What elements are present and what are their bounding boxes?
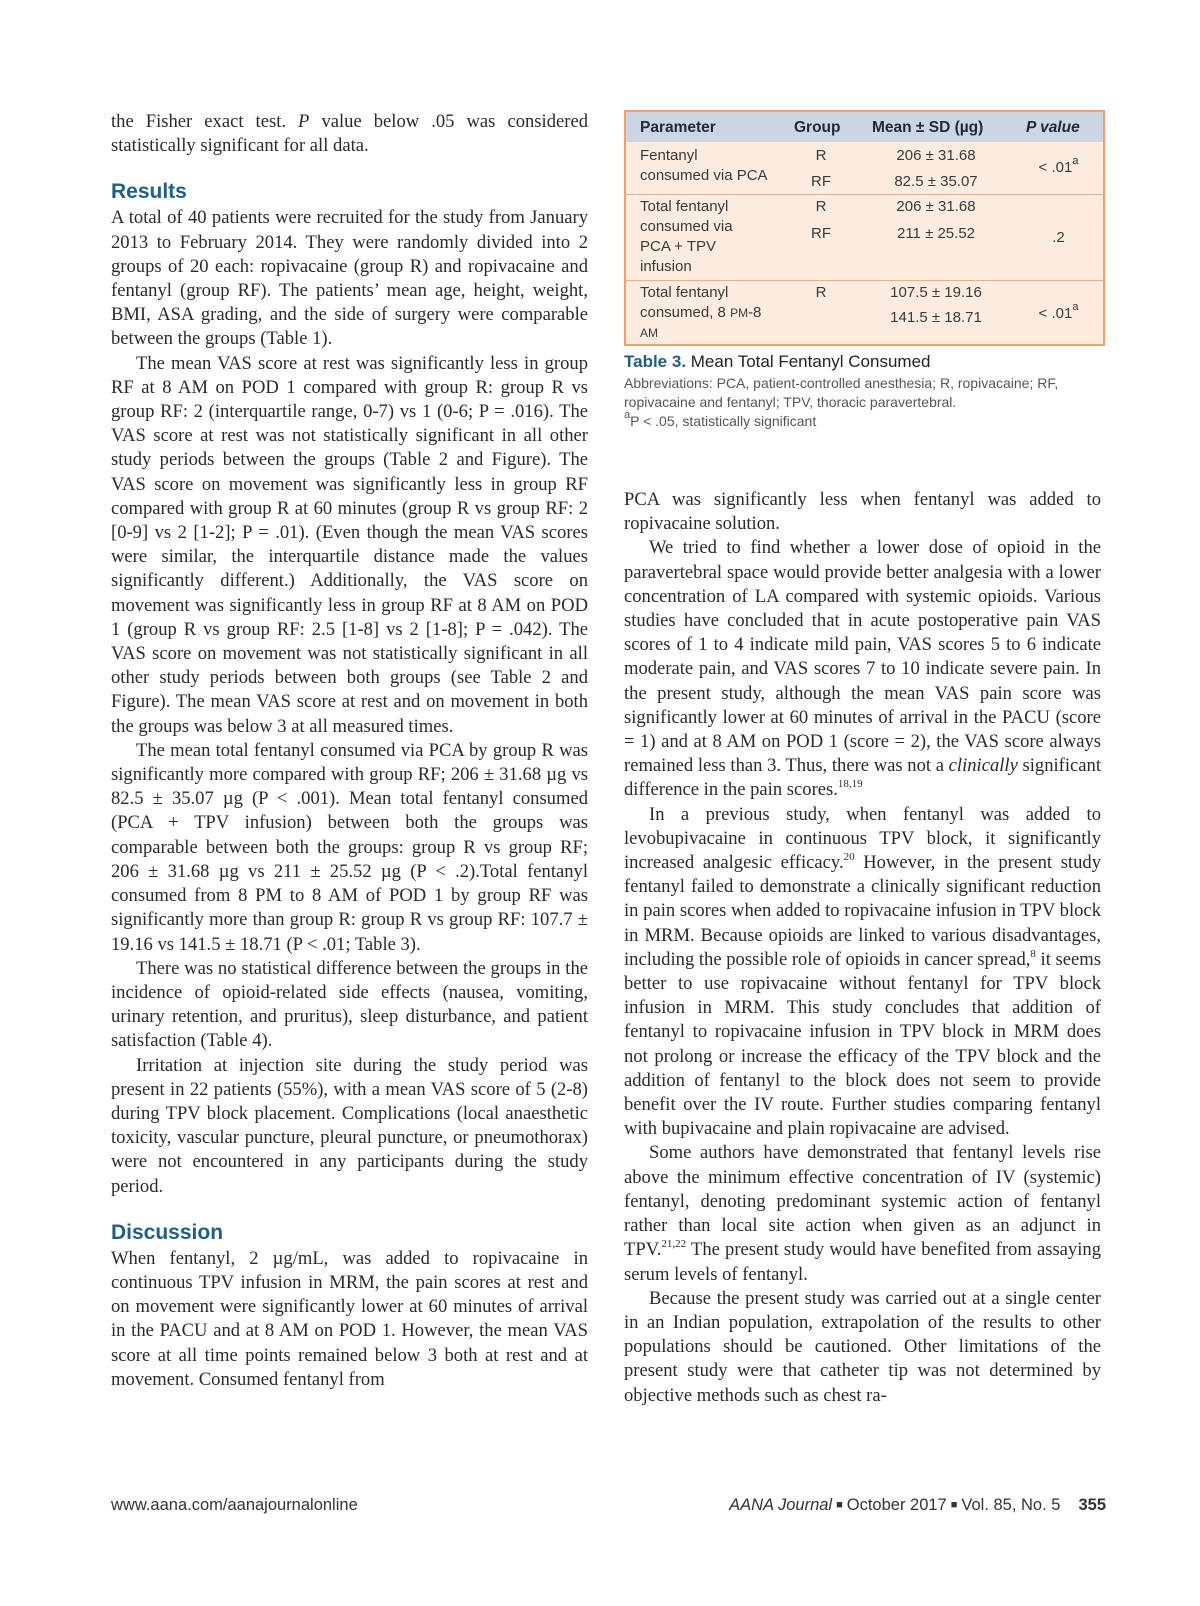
footer-url[interactable]: www.aana.com/aanajournalonline	[111, 1496, 358, 1514]
journal-volume: Vol. 85, No. 5	[961, 1496, 1061, 1514]
row2-group-rf: RF	[811, 225, 831, 242]
right-paragraph-3: In a previous study, when fentanyl was added to levobupivacaine in continuous TPV block, it significantly increased analgesic efficacy.$^{20}$ However, in the present study fentanyl failed to demonstrate a clinically significant reduction in pain scores when added to ropivacaine infusion in TPV block in MRM. Because opioids are linked to various disadvantages, including the possible role of opioids in cancer spread,$^8$ it seems better to use ropivacaine without fentanyl for TPV block infusion in MRM. This study concludes that addition of fentanyl to ropivacaine infusion in TPV block in MRM does not prolong or increase the efficacy of the TPV block and the addition of fentanyl to the block does not seem to provide benefit over the IV route. Further studies comparing fentanyl with bupivacaine and plain ropivacaine are advised.	[624, 803, 1101, 1140]
page-number: 355	[1078, 1496, 1106, 1514]
results-paragraph-3: The mean total fentanyl consumed via PCA by group R was significantly more compared with group RF; 206 ± 31.68 µg vs 82.5 ± 35.07 µg (P < .001). Mean total fentanyl consumed (PCA + TPV infusion) between both the groups was comparable between both the groups: group R vs group RF; 206 ± 31.68 µg vs 211 ± 25.52 µg (P < .2).Total fentanyl consumed from 8 PM to 8 AM of POD 1 by group RF was significantly more than group R: group R vs group RF: 107.7 ± 19.16 vs 141.5 ± 18.71 (P < .01; Table 3).	[111, 739, 588, 955]
right-paragraph-2: We tried to find whether a lower dose of opioid in the paravertebral space would provide better analgesia with a lower concentration of LA compared with systemic opioids. Various studies have concluded that in acute postoperative pain VAS scores of 1 to 4 indicate mild pain, VAS scores 5 to 6 indicate moderate pain, and VAS scores 7 to 10 indicate severe pain. In the present study, although the mean VAS pain score was significantly lower at 60 minutes of arrival in the PACU (score = 1) and at 8 AM on POD 1 (score = 2), the VAS score always remained less than 3. Thus, there was not a clinically significant difference in the pain scores.$^{18,19}$	[624, 537, 1102, 801]
results-paragraph-5: Irritation at injection site during the study period was present in 22 patients (55%), with a mean VAS score of 5 (2-8) during TPV block placement. Complications (local anaesthetic toxicity, vascular puncture, pleural puncture, or pneumothorax) were not encountered in any participants during the study period.	[111, 1054, 588, 1197]
results-heading: Results	[111, 180, 187, 204]
row1-mean-rf: 82.5 ± 35.07	[894, 173, 978, 190]
row2-mean-rf: 211 ± 25.52	[896, 225, 976, 242]
row1-p-value: < .01$^a$	[1038, 155, 1079, 176]
right-column	[624, 488, 1101, 1408]
header-p-value: P value	[1026, 119, 1080, 136]
row-divider	[626, 194, 1103, 195]
journal-date: October 2017	[846, 1496, 947, 1514]
header-group: Group	[794, 119, 841, 136]
right-paragraph-4: Some authors have demonstrated that fentanyl levels rise above the minimum effective concentration of IV (systemic) fentanyl, denoting predominant systemic action of fentanyl rather than local site action when given as an adjunct in TPV.$^{21,22}$ The present study would have benefited from assaying serum levels of fentanyl.	[624, 1142, 1101, 1285]
row2-parameter: Total fentanyl consumed via PCA + TPV infusion	[640, 198, 733, 275]
results-paragraph-4: There was no statistical difference between the groups in the incidence of opioid-related side effects (nausea, vomiting, urinary retention, and pruritus), sleep disturbance, and patient satisfaction (Table 4).	[111, 957, 588, 1052]
row2-p-value: .2	[1052, 229, 1065, 246]
row1-group-rf: RF	[811, 173, 831, 190]
bullet-separator: ■	[836, 1499, 843, 1511]
row3-p-value: < .01$^a$	[1038, 301, 1079, 322]
row1-mean-r: 206 ± 31.68	[896, 147, 976, 164]
table-body	[626, 142, 1103, 344]
intro-paragraph: the Fisher exact test. P value below .05 was considered statistically significant for all data.	[111, 111, 588, 157]
results-paragraph-2: The mean VAS score at rest was significantly less in group RF at 8 AM on POD 1 compared with group R: group R vs group RF: 2 (interquartile range, 0-7) vs 1 (0-6; P = .016). The VAS score at rest was not statistically significant in all other study periods between the groups (Table 2 and Figure). The VAS score on movement was significantly less in group RF compared with group R at 60 minutes (group R vs group RF: 2 [0-9] vs 2 [1-2]; P = .01). (Even though the mean VAS scores were similar, the interquartile distance made the values significantly different.) Additionally, the VAS score on movement was significantly less in group RF at 8 AM on POD 1 (group R vs group RF: 2.5 [1-8] vs 2 [1-8]; P = .042). The VAS score on movement was not statistically significant in all other study periods between both groups (see Table 2 and Figure). The mean VAS score at rest and on movement in both the groups was below 3 at all measured times.	[111, 352, 588, 737]
row1-group-r: R	[815, 147, 827, 164]
row3-parameter: Total fentanyl consumed, 8 PM-8 AM	[640, 284, 762, 340]
right-paragraph-1: PCA was significantly less when fentanyl was added to ropivacaine solution.	[624, 489, 1101, 535]
row3-group-r: R	[815, 284, 827, 301]
table-header-row	[626, 112, 1103, 142]
footer-journal-info	[636, 1496, 1106, 1515]
bullet-separator: ■	[950, 1499, 958, 1511]
header-parameter: Parameter	[640, 119, 716, 136]
right-paragraph-5: Because the present study was carried out at a single center in an Indian population, extrapolation of the results to other populations should be cautioned. Other limitations of the present study were that catheter tip was not determined by objective methods such as chest ra-	[624, 1287, 1101, 1406]
row2-mean-r: 206 ± 31.68	[896, 198, 976, 215]
table-3	[624, 110, 1105, 346]
left-column	[111, 110, 588, 1392]
results-paragraph-1: A total of 40 patients were recruited for the study from January 2013 to February 2014. They were randomly divided into 2 groups of 20 each: ropivacaine (group R) and ropivacaine and fentanyl (group RF). The patients’ mean age, height, weight, BMI, ASA grading, and the side of surgery were comparable between the groups (Table 1).	[111, 207, 588, 350]
caption-title: Table 3. Mean Total Fentanyl Consumed	[624, 352, 931, 371]
discussion-heading: Discussion	[111, 1220, 224, 1244]
table-3-caption	[624, 352, 1114, 431]
caption-abbreviations: Abbreviations: PCA, patient-controlled anesthesia; R, ropivacaine; RF, ropivacaine and fentanyl; TPV, thoracic paravertebral.	[624, 375, 1059, 410]
row3-mean-r: 107.5 ± 19.16	[890, 284, 982, 301]
header-mean-sd: Mean ± SD (µg)	[872, 119, 984, 136]
row2-group-r: R	[815, 198, 827, 215]
discussion-paragraph-1: When fentanyl, 2 µg/mL, was added to ropivacaine in continuous TPV infusion in MRM, the pain scores at rest and on movement were significantly lower at 60 minutes of arrival in the PACU and at 8 AM on POD 1. However, the mean VAS score at all time points remained below 3 both at rest and at movement. Consumed fentanyl from	[111, 1247, 588, 1390]
row1-parameter: Fentanyl consumed via PCA	[640, 147, 768, 184]
journal-name: AANA Journal	[729, 1496, 833, 1514]
row3-mean-rf: 141.5 ± 18.71	[890, 309, 982, 326]
row-divider	[626, 280, 1103, 281]
caption-footnote: $^a$P < .05, statistically significant	[624, 409, 817, 429]
